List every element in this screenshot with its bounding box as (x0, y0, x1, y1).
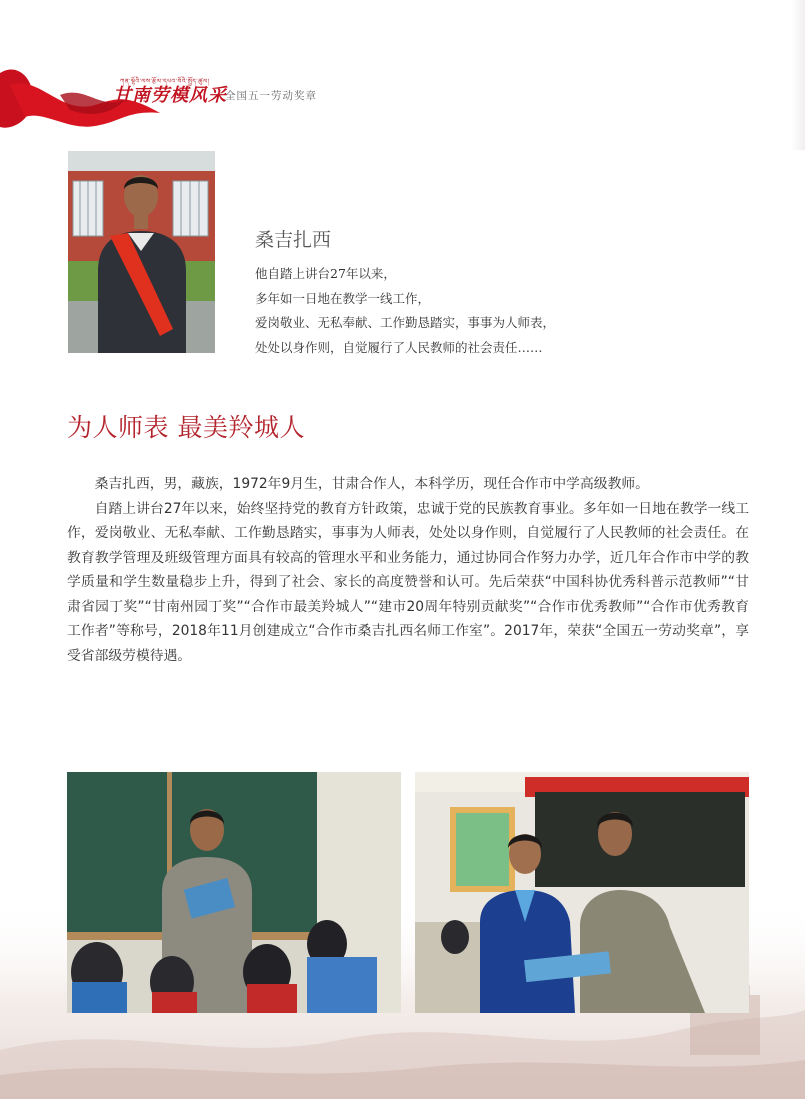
award-label: 全国五一劳动奖章 (225, 90, 317, 102)
article-paragraph: 桑吉扎西，男，藏族，1972年9月生，甘肃合作人，本科学历，现任合作市中学高级教师。 (94, 476, 649, 492)
classroom-photo-blackboard (67, 772, 401, 1013)
profile-name: 桑吉扎西 (255, 229, 332, 251)
intro-line: 多年如一日地在教学一线工作， (255, 290, 431, 306)
page-header (0, 55, 360, 145)
article-paragraph: 自踏上讲台27年以来，始终坚持党的教育方针政策，忠诚于党的民族教育事业。多年如一日地在教学一线工作，爱岗敬业、无私奉献、工作勤恳踏实，事事为人师表，处处以身作则，自觉履行了人民教师的社会责任。在教育教学管理及班级管理方面具有较高的管理水平和业务能力，通过协同合作努力办学，近几年合作市中学的教学质量和学生数量稳步上升，得到了社会、家长的高度赞誉和认可。先后荣获“中国科协优秀科普示范教师”“甘肃省园丁奖”“甘南州园丁奖”“合作市最美羚城人”“建市20周年特别贡献奖”“合作市优秀教师”“合作市优秀教育工作者”等称号，2018年11月创建成立“合作市桑吉扎西名师工作室”。2017年，荣获“全国五一劳动奖章”，享受省部级劳模待遇。 (67, 500, 749, 664)
section-title: 为人师表 最美羚城人 (67, 413, 305, 442)
page-edge-shadow (791, 0, 805, 150)
profile-intro (255, 262, 615, 360)
intro-line: 处处以身作则，自觉履行了人民教师的社会责任…… (255, 339, 543, 355)
intro-line: 爱岗敬业、无私奉献、工作勤恳踏实，事事为人师表， (255, 315, 556, 330)
classroom-photo-student (415, 772, 749, 1013)
portrait-photo (68, 151, 215, 353)
article-body (67, 472, 749, 668)
intro-line: 他自踏上讲台27年以来， (255, 266, 396, 281)
tibetan-subtitle: ཀན་ལྷོའི་ལས་རྩོལ་དཔའ་བོའི་སྤྱོད་ཚུལ། (120, 78, 210, 85)
column-title: 甘南劳模风采 (113, 85, 227, 106)
